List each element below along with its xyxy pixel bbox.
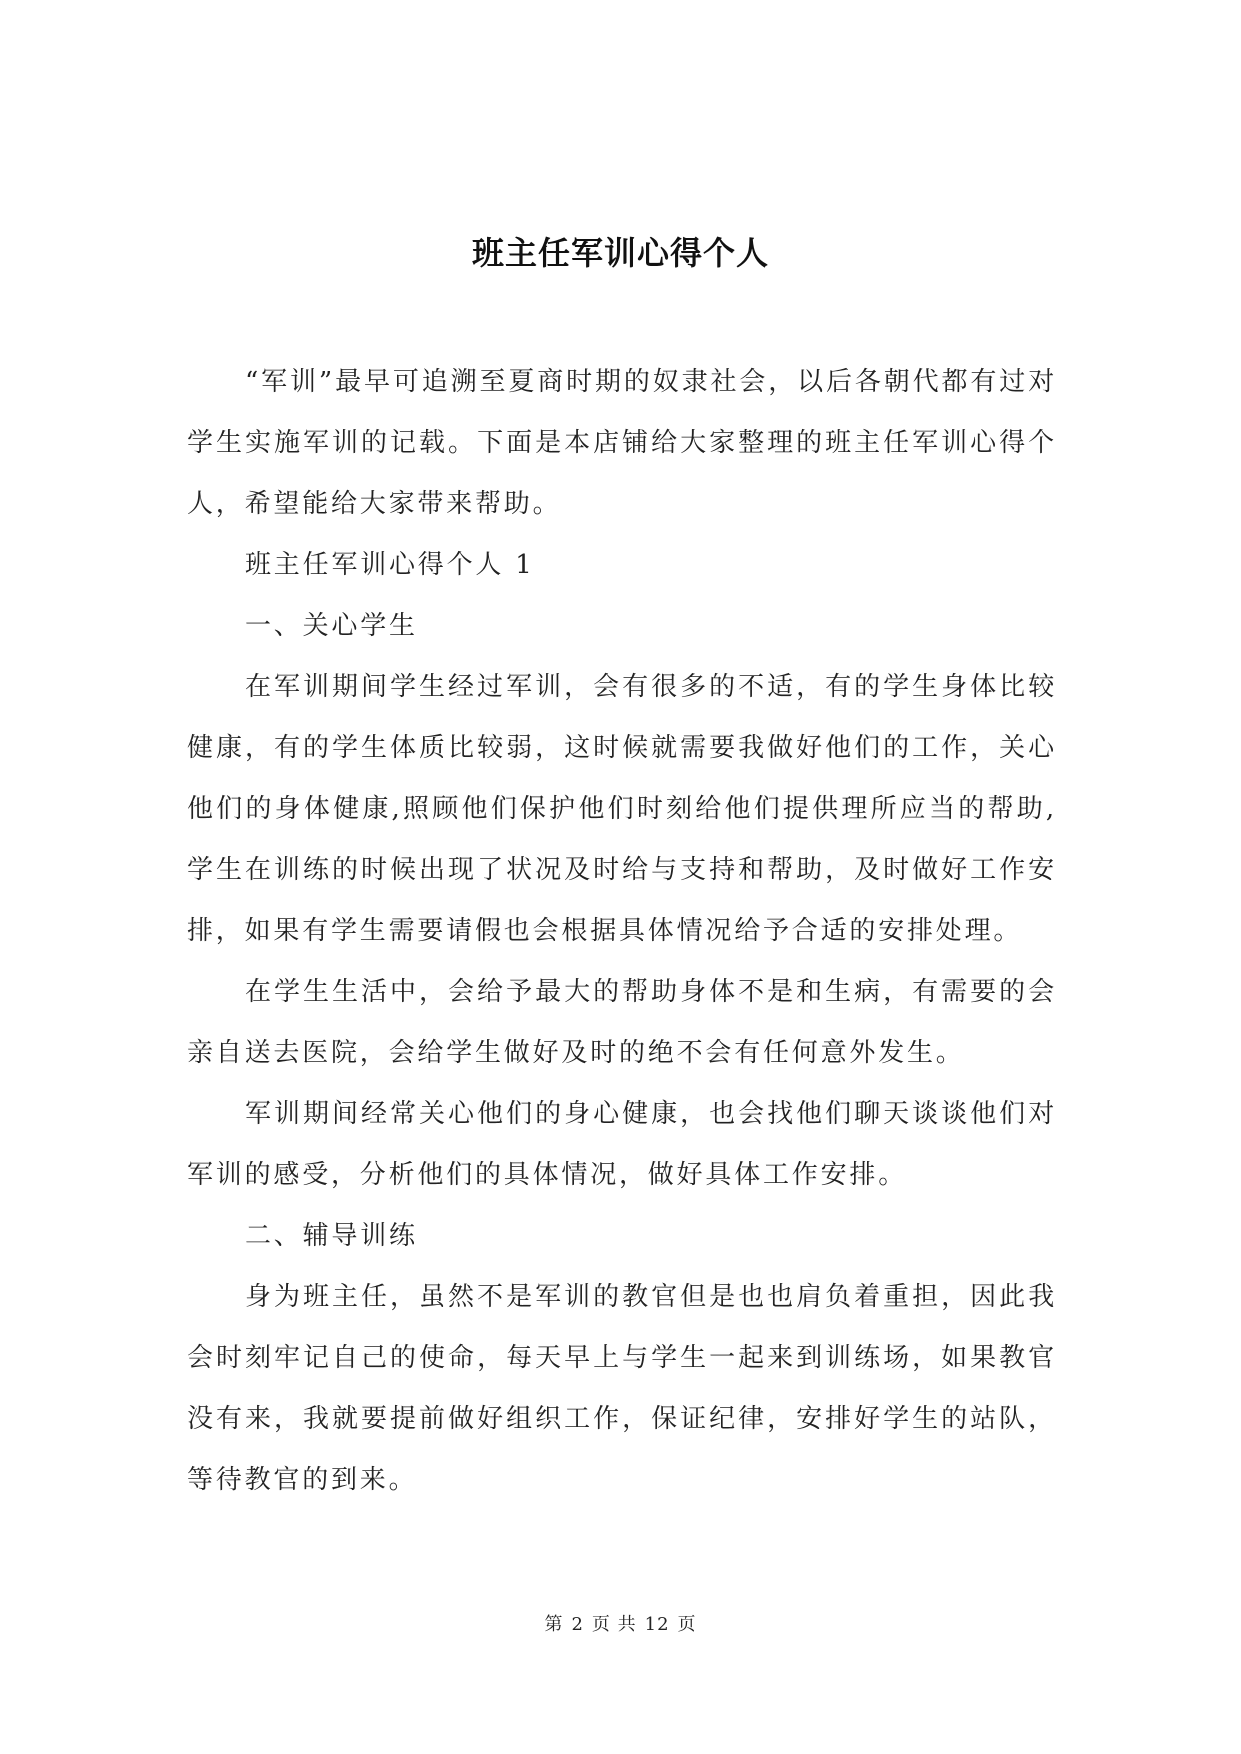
footer-total-pages: 12 bbox=[644, 1614, 670, 1635]
document-title: 班主任军训心得个人 bbox=[471, 234, 769, 272]
footer-current-page: 2 bbox=[571, 1614, 584, 1635]
body-paragraph: 在学生生活中，会给予最大的帮助身体不是和生病，有需要的会亲自送去医院，会给学生做好及时的绝不会有任何意外发生。 bbox=[187, 977, 1057, 1068]
document-body bbox=[187, 352, 1057, 1511]
intro-paragraph: “军训”最早可追溯至夏商时期的奴隶社会，以后各朝代都有过对学生实施军训的记载。下面是本店铺给大家整理的班主任军训心得个人，希望能给大家带来帮助。 bbox=[187, 367, 1057, 519]
footer-middle: 页 共 bbox=[591, 1614, 637, 1635]
body-paragraph: 军训期间经常关心他们的身心健康，也会找他们聊天谈谈他们对军训的感受，分析他们的具体情况，做好具体工作安排。 bbox=[187, 1099, 1057, 1190]
page-number-footer bbox=[0, 1610, 1241, 1636]
subsection-heading-training: 二、辅导训练 bbox=[245, 1221, 418, 1251]
body-paragraph: 在军训期间学生经过军训，会有很多的不适，有的学生身体比较健康，有的学生体质比较弱，这时候就需要我做好他们的工作，关心他们的身体健康,照顾他们保护他们时刻给他们提供理所应当的帮助,学生在训练的时候出现了状况及时给与支持和帮助，及时做好工作安排，如果有学生需要请假也会根据具体情况给予合适的安排处理。 bbox=[187, 672, 1057, 946]
footer-prefix: 第 bbox=[544, 1614, 564, 1635]
footer-suffix: 页 bbox=[677, 1614, 697, 1635]
section-title: 班主任军训心得个人 1 bbox=[245, 550, 535, 580]
subsection-heading-care: 一、关心学生 bbox=[245, 611, 418, 641]
body-paragraph: 身为班主任，虽然不是军训的教官但是也也肩负着重担，因此我会时刻牢记自己的使命，每天早上与学生一起来到训练场，如果教官没有来，我就要提前做好组织工作，保证纪律，安排好学生的站队，等待教官的到来。 bbox=[187, 1282, 1057, 1495]
